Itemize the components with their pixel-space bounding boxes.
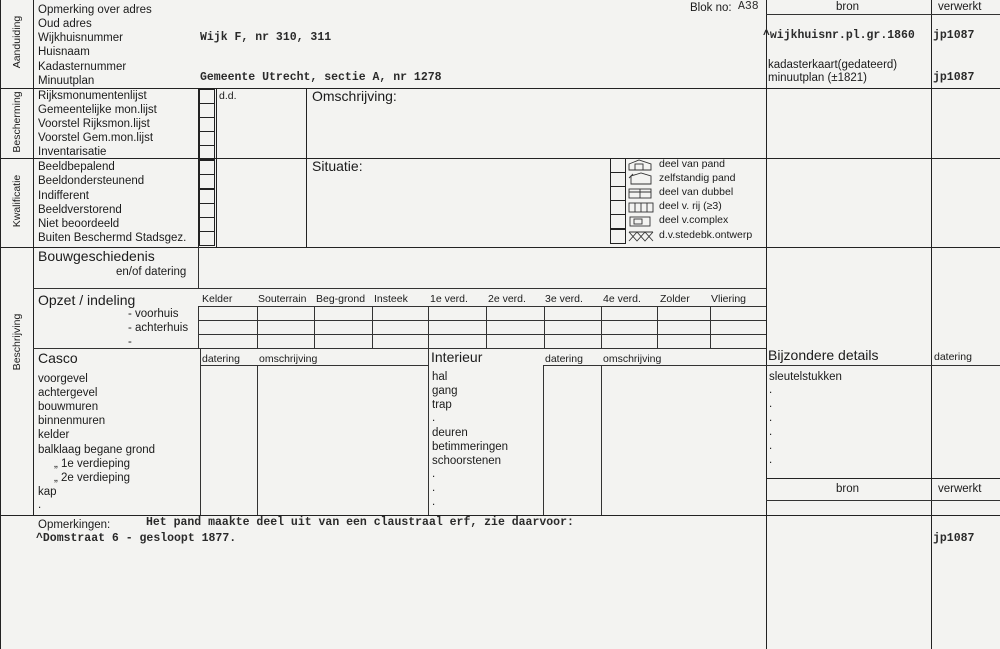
casco-datering-header: datering <box>202 353 240 365</box>
label-voorstel-rijksmon: Voorstel Rijksmon.lijst <box>38 118 150 130</box>
checkbox-beeldverstorend[interactable] <box>199 203 215 218</box>
label-kadasternummer: Kadasternummer <box>38 61 127 73</box>
checkbox-beeldbepalend[interactable] <box>199 160 215 175</box>
omschrijving-label: Omschrijving: <box>312 88 397 104</box>
opzet-col-3e-verd: 3e verd. <box>545 293 583 305</box>
checkbox-inventarisatie[interactable] <box>199 145 215 160</box>
checkbox-indifferent[interactable] <box>199 189 215 204</box>
opzet-row-achterhuis: - achterhuis <box>128 322 189 334</box>
interieur-item-dot-4: . <box>432 496 436 508</box>
checkbox-buiten-beschermd[interactable] <box>199 231 215 246</box>
casco-item-voorgevel: voorgevel <box>38 373 88 385</box>
option-deel-v-complex: deel v.complex <box>659 214 729 226</box>
casco-item-kelder: kelder <box>38 429 70 441</box>
opzet-col-insteek: Insteek <box>374 293 408 305</box>
bijzondere-bron-header: bron <box>836 483 860 495</box>
verwerkt-2: jp1087 <box>933 71 975 84</box>
label-niet-beoordeeld: Niet beoordeeld <box>38 218 120 230</box>
bron-kadasterkaart: kadasterkaart(gedateerd) <box>768 59 898 71</box>
bijzondere-item-dot-1: . <box>769 384 773 396</box>
option-dv-stedebk: d.v.stedebk.ontwerp <box>659 229 753 241</box>
opzet-col-vliering: Vliering <box>711 293 747 305</box>
interieur-item-gang: gang <box>432 385 458 397</box>
interieur-datering-header: datering <box>545 353 583 365</box>
casco-item-dot: . <box>38 499 42 511</box>
interieur-item-betimmeringen: betimmeringen <box>432 441 509 453</box>
casco-omschrijving-header: omschrijving <box>259 353 318 365</box>
interieur-item-dot-3: . <box>432 482 436 494</box>
label-gemeentelijke-mon: Gemeentelijke mon.lijst <box>38 104 157 116</box>
interieur-item-trap: trap <box>432 399 452 411</box>
label-huisnaam: Huisnaam <box>38 46 90 58</box>
opmerkingen-verwerkt: jp1087 <box>933 532 975 545</box>
interieur-omschrijving-header: omschrijving <box>603 353 662 365</box>
dd-label: d.d. <box>219 90 237 102</box>
house-part-icon <box>629 160 651 170</box>
interieur-item-dot-2: . <box>432 468 436 480</box>
blok-label: Blok no: <box>690 2 732 14</box>
checkbox-beeldondersteunend[interactable] <box>199 174 215 189</box>
bouwgeschiedenis-title: Bouwgeschiedenis <box>38 248 155 264</box>
section-beschrijving: Beschrijving <box>11 313 23 371</box>
verwerkt-header: verwerkt <box>938 1 982 13</box>
label-beeldbepalend: Beeldbepalend <box>38 161 115 173</box>
label-opmerking-adres: Opmerking over adres <box>38 4 152 16</box>
bijzondere-item-dot-3: . <box>769 412 773 424</box>
label-rijksmonumentenlijst: Rijksmonumentenlijst <box>38 90 147 102</box>
option-deel-van-pand: deel van pand <box>659 158 725 170</box>
bijzondere-item-dot-2: . <box>769 398 773 410</box>
section-bescherming: Bescherming <box>11 91 23 153</box>
casco-item-1e-verdieping: „ 1e verdieping <box>54 458 131 470</box>
label-voorstel-gemmon: Voorstel Gem.mon.lijst <box>38 132 154 144</box>
house-row-icon <box>629 203 653 212</box>
opzet-row-voorhuis: - voorhuis <box>128 308 179 320</box>
checkbox-niet-beoordeeld[interactable] <box>199 217 215 232</box>
bijzondere-item-dot-4: . <box>769 426 773 438</box>
house-complex-icon <box>630 217 650 226</box>
label-minuutplan: Minuutplan <box>38 75 95 87</box>
opzet-title: Opzet / indeling <box>38 292 136 308</box>
opzet-col-2e-verd: 2e verd. <box>488 293 526 305</box>
bijzondere-datering-header: datering <box>934 351 972 363</box>
checkbox-gemeentelijke-mon[interactable] <box>199 103 215 118</box>
checkbox-rijksmonumentenlijst[interactable] <box>199 89 215 104</box>
section-aanduiding: Aanduiding <box>11 15 23 69</box>
casco-item-binnenmuren: binnenmuren <box>38 415 106 427</box>
checkbox-deel-van-dubbel[interactable] <box>610 186 626 201</box>
casco-item-2e-verdieping: „ 2e verdieping <box>54 472 131 484</box>
option-deel-van-dubbel: deel van dubbel <box>659 186 734 198</box>
label-indifferent: Indifferent <box>38 190 89 202</box>
label-beeldondersteunend: Beeldondersteunend <box>38 175 145 187</box>
bijzondere-item-dot-5: . <box>769 440 773 452</box>
opzet-col-4e-verd: 4e verd. <box>603 293 641 305</box>
interieur-title: Interieur <box>431 349 483 365</box>
opmerkingen-line-1: Het pand maakte deel uit van een claustraal erf, zie daarvoor: <box>146 516 574 529</box>
opmerkingen-line-2: ^Domstraat 6 - gesloopt 1877. <box>36 532 237 545</box>
checkbox-zelfstandig-pand[interactable] <box>610 172 626 187</box>
minuutplan-value: Gemeente Utrecht, sectie A, nr 1278 <box>200 71 442 84</box>
casco-item-balklaag: balklaag begane grond <box>38 444 156 456</box>
building-icons <box>627 158 657 246</box>
bijzondere-item-dot-6: . <box>769 454 773 466</box>
label-oud-adres: Oud adres <box>38 18 92 30</box>
label-wijkhuisnummer: Wijkhuisnummer <box>38 32 123 44</box>
interieur-item-deuren: deuren <box>432 427 468 439</box>
house-double-icon <box>629 189 651 198</box>
interieur-item-schoorstenen: schoorstenen <box>432 455 502 467</box>
opzet-col-beg-grond: Beg-grond <box>316 293 366 305</box>
bron-wijkhuisnr: ^wijkhuisnr.pl.gr.1860 <box>763 29 915 42</box>
interieur-item-hal: hal <box>432 371 448 383</box>
checkbox-dv-stedebk[interactable] <box>610 229 626 244</box>
verwerkt-1: jp1087 <box>933 29 975 42</box>
casco-title: Casco <box>38 350 78 366</box>
casco-item-kap: kap <box>38 486 57 498</box>
bijzondere-verwerkt-header: verwerkt <box>938 483 982 495</box>
wijkhuisnummer-value: Wijk F, nr 310, 311 <box>200 31 332 44</box>
opzet-col-souterrain: Souterrain <box>258 293 307 305</box>
section-kwalificatie: Kwalificatie <box>11 174 23 228</box>
bron-header: bron <box>836 1 860 13</box>
bijzondere-title: Bijzondere details <box>768 347 879 363</box>
opzet-col-kelder: Kelder <box>202 293 233 305</box>
situatie-label: Situatie: <box>312 158 363 174</box>
bouwgeschiedenis-subtitle: en/of datering <box>116 266 187 278</box>
option-deel-v-rij: deel v. rij (≥3) <box>659 200 722 212</box>
opmerkingen-label: Opmerkingen: <box>38 519 111 531</box>
casco-item-bouwmuren: bouwmuren <box>38 401 99 413</box>
label-inventarisatie: Inventarisatie <box>38 146 107 158</box>
opzet-col-1e-verd: 1e verd. <box>430 293 468 305</box>
option-zelfstandig-pand: zelfstandig pand <box>659 172 736 184</box>
checkbox-voorstel-rijksmon[interactable] <box>199 117 215 132</box>
urban-plan-icon <box>629 232 653 241</box>
blok-value: A38 <box>738 0 759 13</box>
bijzondere-item-sleutelstukken: sleutelstukken <box>769 371 842 383</box>
casco-item-achtergevel: achtergevel <box>38 387 98 399</box>
label-beeldverstorend: Beeldverstorend <box>38 204 122 216</box>
opzet-row-blank: - <box>128 336 132 348</box>
checkbox-deel-v-complex[interactable] <box>610 214 626 229</box>
opzet-col-zolder: Zolder <box>660 293 690 305</box>
house-detached-icon <box>629 173 651 184</box>
checkbox-deel-van-pand[interactable] <box>610 158 626 173</box>
checkbox-voorstel-gemmon[interactable] <box>199 131 215 146</box>
interieur-item-dot-1: . <box>432 412 436 424</box>
bron-minuutplan: minuutplan (±1821) <box>768 72 868 84</box>
label-buiten-beschermd: Buiten Beschermd Stadsgez. <box>38 232 187 244</box>
checkbox-deel-v-rij[interactable] <box>610 200 626 215</box>
